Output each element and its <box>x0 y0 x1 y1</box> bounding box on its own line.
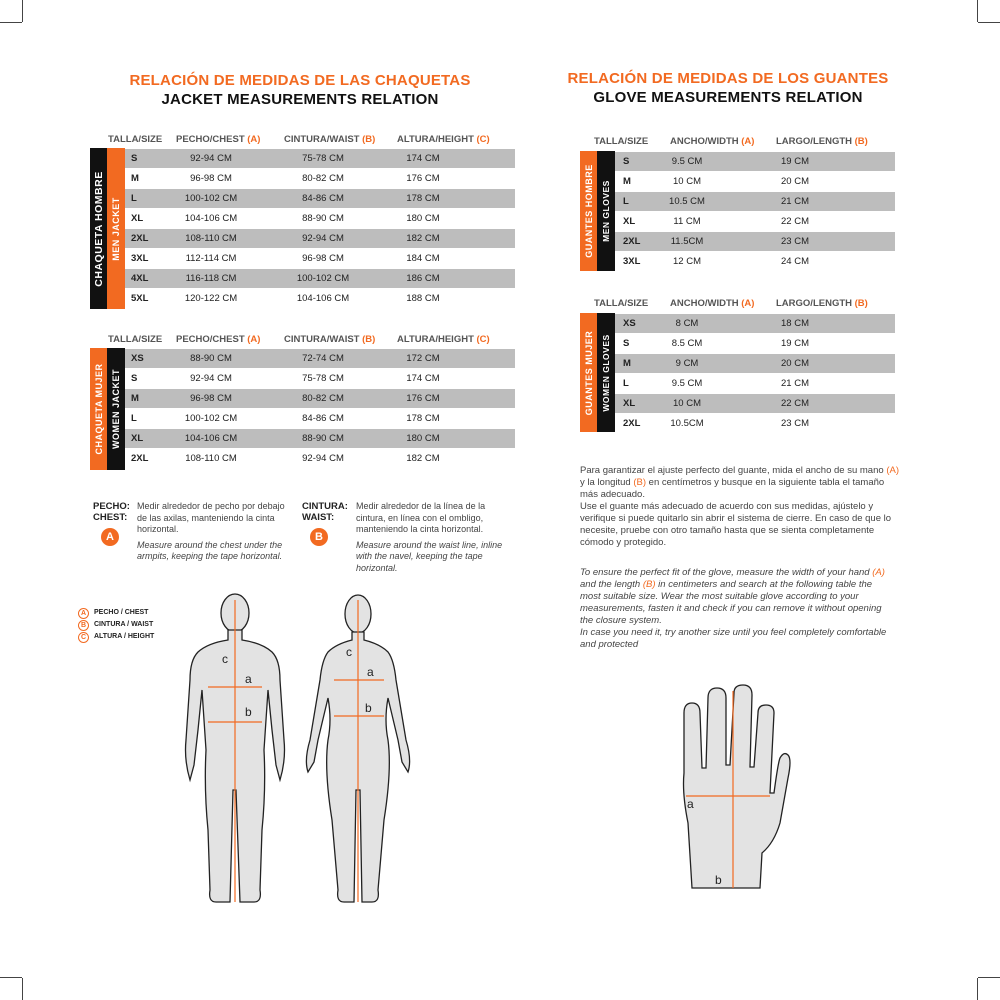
waist-description <box>356 501 511 574</box>
waist-label: CINTURA: WAIST: <box>302 501 348 523</box>
measure-cell: 92-94 CM <box>190 373 232 384</box>
measure-cell: 178 CM <box>406 413 440 424</box>
table-row <box>615 314 895 333</box>
size-cell: M <box>131 173 139 184</box>
size-cell: XL <box>623 216 636 227</box>
measure-cell: 92-94 CM <box>302 233 344 244</box>
size-cell: S <box>623 156 630 167</box>
measure-cell: 10 CM <box>673 398 701 409</box>
measure-cell: 24 CM <box>781 256 809 267</box>
col-chest: PECHO/CHEST (A) <box>176 134 261 145</box>
size-cell: S <box>131 373 138 384</box>
legend-item: A PECHO / CHEST <box>78 608 198 620</box>
label-c: c <box>346 645 352 659</box>
size-cell: XL <box>131 433 144 444</box>
section-label-es: CHAQUETA MUJER <box>90 348 107 470</box>
size-cell: 2XL <box>623 236 641 247</box>
chest-label: PECHO: CHEST: <box>93 501 130 523</box>
men-jacket-table <box>90 131 515 314</box>
table-row <box>125 409 515 428</box>
size-cell: L <box>131 413 137 424</box>
table-row <box>615 354 895 373</box>
glove-title-es: RELACIÓN DE MEDIDAS DE LOS GUANTES <box>567 70 889 87</box>
measure-cell: 11.5CM <box>670 236 704 247</box>
measure-cell: 88-90 CM <box>302 213 344 224</box>
waist-description-es: Medir alrededor de la línea de la cintura, en línea con el ombligo, manteniendo la cinta horizontal. <box>356 501 486 534</box>
label-b: b <box>245 705 252 719</box>
size-cell: S <box>131 153 138 164</box>
size-cell: XS <box>131 353 144 364</box>
female-body-figure <box>298 590 418 908</box>
section-label-es: CHAQUETA HOMBRE <box>90 148 107 309</box>
measure-cell: 10 CM <box>673 176 701 187</box>
crop-mark <box>977 978 978 1000</box>
table-row <box>125 449 515 468</box>
measure-cell: 20 CM <box>781 176 809 187</box>
measure-cell: 178 CM <box>406 193 440 204</box>
section-label-en: WOMEN JACKET <box>107 348 125 470</box>
hand-figure <box>674 683 794 895</box>
waist-description-en: Measure around the waist line, inline with the navel, keeping the tape horizontal. <box>356 539 503 573</box>
table-row <box>615 394 895 413</box>
measure-cell: 88-90 CM <box>302 433 344 444</box>
table-row <box>125 209 515 228</box>
section-label-en: WOMEN GLOVES <box>597 313 615 432</box>
measure-cell: 104-106 CM <box>184 433 238 444</box>
measure-cell: 9 CM <box>675 358 699 369</box>
chest-description-es: Medir alrededor de pecho por debajo de las axilas, manteniendo la cinta horizontal. <box>137 501 285 534</box>
col-size: TALLA/SIZE <box>108 134 163 145</box>
table-row <box>615 172 895 191</box>
table-row <box>125 249 515 268</box>
measure-cell: 184 CM <box>406 253 440 264</box>
crop-mark <box>978 22 1000 23</box>
glove-instructions-es: Para garantizar el ajuste perfecto del guante, mida el ancho de su mano (A) y la longitud (B) en centímetros y busque en la siguiente tabla el tamaño más adecuado. Use el guante más adecuado de acuerdo con sus medidas, ajústelo y verifique si puede quitarlo sin abrir el sistema de cierre. En caso de que lo necesite, pruebe con otro tamaño hasta que se sienta completamente cómodo y protegido. <box>580 465 899 548</box>
measure-cell: 72-74 CM <box>302 353 344 364</box>
size-cell: 3XL <box>131 253 149 264</box>
glove-title-en: GLOVE MEASUREMENTS RELATION <box>593 89 863 106</box>
measure-cell: 23 CM <box>781 236 809 247</box>
measure-cell: 75-78 CM <box>302 373 344 384</box>
measure-cell: 11 CM <box>673 216 701 227</box>
table-row <box>125 289 515 308</box>
measure-cell: 186 CM <box>406 273 440 284</box>
measure-cell: 22 CM <box>781 398 809 409</box>
measure-cell: 10.5CM <box>670 418 704 429</box>
section-label-es: GUANTES HOMBRE <box>580 151 597 271</box>
measure-cell: 96-98 CM <box>190 173 232 184</box>
measure-cell: 23 CM <box>781 418 809 429</box>
table-row <box>125 429 515 448</box>
table-header <box>580 295 895 311</box>
measure-cell: 174 CM <box>406 373 440 384</box>
measure-cell: 84-86 CM <box>302 193 344 204</box>
table-row <box>615 334 895 353</box>
size-cell: S <box>623 338 630 349</box>
chest-description <box>137 501 287 563</box>
chest-description-en: Measure around the chest under the armpits, keeping the tape horizontal. <box>137 539 283 561</box>
chest-letter-badge: A <box>101 528 119 546</box>
measure-cell: 20 CM <box>781 358 809 369</box>
table-row <box>615 192 895 211</box>
table-row <box>615 252 895 271</box>
col-size: TALLA/SIZE <box>594 298 649 309</box>
size-cell: XL <box>131 213 144 224</box>
col-size: TALLA/SIZE <box>108 334 163 345</box>
measure-cell: 180 CM <box>406 433 440 444</box>
col-waist: CINTURA/WAIST (B) <box>284 334 376 345</box>
size-cell: M <box>623 176 631 187</box>
measure-cell: 188 CM <box>406 293 440 304</box>
measure-cell: 120-122 CM <box>184 293 238 304</box>
measure-cell: 18 CM <box>781 318 809 329</box>
size-cell: 2XL <box>623 418 641 429</box>
col-height: ALTURA/HEIGHT (C) <box>397 134 490 145</box>
measure-cell: 75-78 CM <box>302 153 344 164</box>
table-row <box>615 414 895 433</box>
measure-cell: 8 CM <box>675 318 699 329</box>
section-label-en: MEN JACKET <box>107 148 125 309</box>
label-a: a <box>687 797 694 811</box>
measure-cell: 80-82 CM <box>302 393 344 404</box>
measure-cell: 104-106 CM <box>184 213 238 224</box>
table-row <box>125 169 515 188</box>
measure-cell: 92-94 CM <box>190 153 232 164</box>
col-size: TALLA/SIZE <box>594 136 649 147</box>
measure-cell: 8.5 CM <box>671 338 703 349</box>
crop-mark <box>22 0 23 22</box>
measure-cell: 9.5 CM <box>671 378 703 389</box>
section-label-en: MEN GLOVES <box>597 151 615 271</box>
table-row <box>125 349 515 368</box>
section-label-es: GUANTES MUJER <box>580 313 597 432</box>
col-height: ALTURA/HEIGHT (C) <box>397 334 490 345</box>
measure-cell: 84-86 CM <box>302 413 344 424</box>
measure-cell: 182 CM <box>406 453 440 464</box>
col-length: LARGO/LENGTH (B) <box>776 136 868 147</box>
label-c: c <box>222 652 228 666</box>
col-width: ANCHO/WIDTH (A) <box>670 298 755 309</box>
measure-cell: 100-102 CM <box>184 413 238 424</box>
size-cell: XL <box>623 398 636 409</box>
legend-item: C ALTURA / HEIGHT <box>78 632 198 644</box>
measure-cell: 88-90 CM <box>190 353 232 364</box>
size-cell: L <box>623 378 629 389</box>
measure-cell: 12 CM <box>673 256 701 267</box>
table-row <box>615 374 895 393</box>
crop-mark <box>978 977 1000 978</box>
col-chest: PECHO/CHEST (A) <box>176 334 261 345</box>
size-cell: 2XL <box>131 453 149 464</box>
size-cell: XS <box>623 318 636 329</box>
measure-cell: 108-110 CM <box>185 453 237 464</box>
size-cell: M <box>623 358 631 369</box>
crop-mark <box>0 22 22 23</box>
table-row <box>615 232 895 251</box>
waist-letter-badge: B <box>310 528 328 546</box>
table-row <box>125 229 515 248</box>
measure-cell: 19 CM <box>781 156 809 167</box>
glove-instructions-en: To ensure the perfect fit of the glove, measure the width of your hand (A) and the length (B) in centimeters and search at the following table the most suitable size. Wear the most suitable glove according to your measurements, fasten it and check if you can remove it without opening the closure system. In case you need it, try another size until you feel completely comfortable and protected <box>580 567 887 650</box>
measure-cell: 96-98 CM <box>190 393 232 404</box>
legend-item: B CINTURA / WAIST <box>78 620 198 632</box>
label-a: a <box>245 672 252 686</box>
women-jacket-table <box>90 331 515 473</box>
col-waist: CINTURA/WAIST (B) <box>284 134 376 145</box>
table-header <box>580 133 895 149</box>
table-row <box>125 389 515 408</box>
measure-cell: 22 CM <box>781 216 809 227</box>
size-cell: 5XL <box>131 293 149 304</box>
table-row <box>125 189 515 208</box>
table-row <box>615 212 895 231</box>
jacket-title-es: RELACIÓN DE MEDIDAS DE LAS CHAQUETAS <box>129 72 471 89</box>
measure-cell: 112-114 CM <box>185 253 237 264</box>
measure-cell: 176 CM <box>406 173 440 184</box>
measure-cell: 92-94 CM <box>302 453 344 464</box>
label-a: a <box>367 665 374 679</box>
table-header <box>90 131 515 147</box>
measure-cell: 180 CM <box>406 213 440 224</box>
crop-mark <box>22 978 23 1000</box>
men-gloves-table <box>580 133 895 275</box>
table-row <box>125 369 515 388</box>
measure-cell: 104-106 CM <box>296 293 350 304</box>
measure-cell: 182 CM <box>406 233 440 244</box>
measure-cell: 108-110 CM <box>185 233 237 244</box>
col-width: ANCHO/WIDTH (A) <box>670 136 755 147</box>
measure-cell: 100-102 CM <box>296 273 350 284</box>
measure-cell: 172 CM <box>406 353 440 364</box>
table-header <box>90 331 515 347</box>
measure-cell: 100-102 CM <box>184 193 238 204</box>
col-length: LARGO/LENGTH (B) <box>776 298 868 309</box>
crop-mark <box>977 0 978 22</box>
measure-cell: 10.5 CM <box>669 196 705 207</box>
measure-cell: 116-118 CM <box>185 273 237 284</box>
measure-cell: 21 CM <box>781 196 809 207</box>
size-cell: M <box>131 393 139 404</box>
table-row <box>125 269 515 288</box>
measure-cell: 96-98 CM <box>302 253 344 264</box>
size-cell: 3XL <box>623 256 641 267</box>
jacket-title-en: JACKET MEASUREMENTS RELATION <box>161 91 439 108</box>
size-cell: L <box>623 196 629 207</box>
measure-cell: 80-82 CM <box>302 173 344 184</box>
measure-cell: 19 CM <box>781 338 809 349</box>
male-body-figure <box>178 590 293 908</box>
crop-mark <box>0 977 22 978</box>
label-b: b <box>715 873 722 887</box>
size-cell: 2XL <box>131 233 149 244</box>
measure-cell: 9.5 CM <box>671 156 703 167</box>
table-row <box>125 149 515 168</box>
label-b: b <box>365 701 372 715</box>
measure-cell: 176 CM <box>406 393 440 404</box>
measure-cell: 21 CM <box>781 378 809 389</box>
size-cell: L <box>131 193 137 204</box>
size-cell: 4XL <box>131 273 149 284</box>
table-row <box>615 152 895 171</box>
women-gloves-table <box>580 295 895 437</box>
measure-cell: 174 CM <box>406 153 440 164</box>
